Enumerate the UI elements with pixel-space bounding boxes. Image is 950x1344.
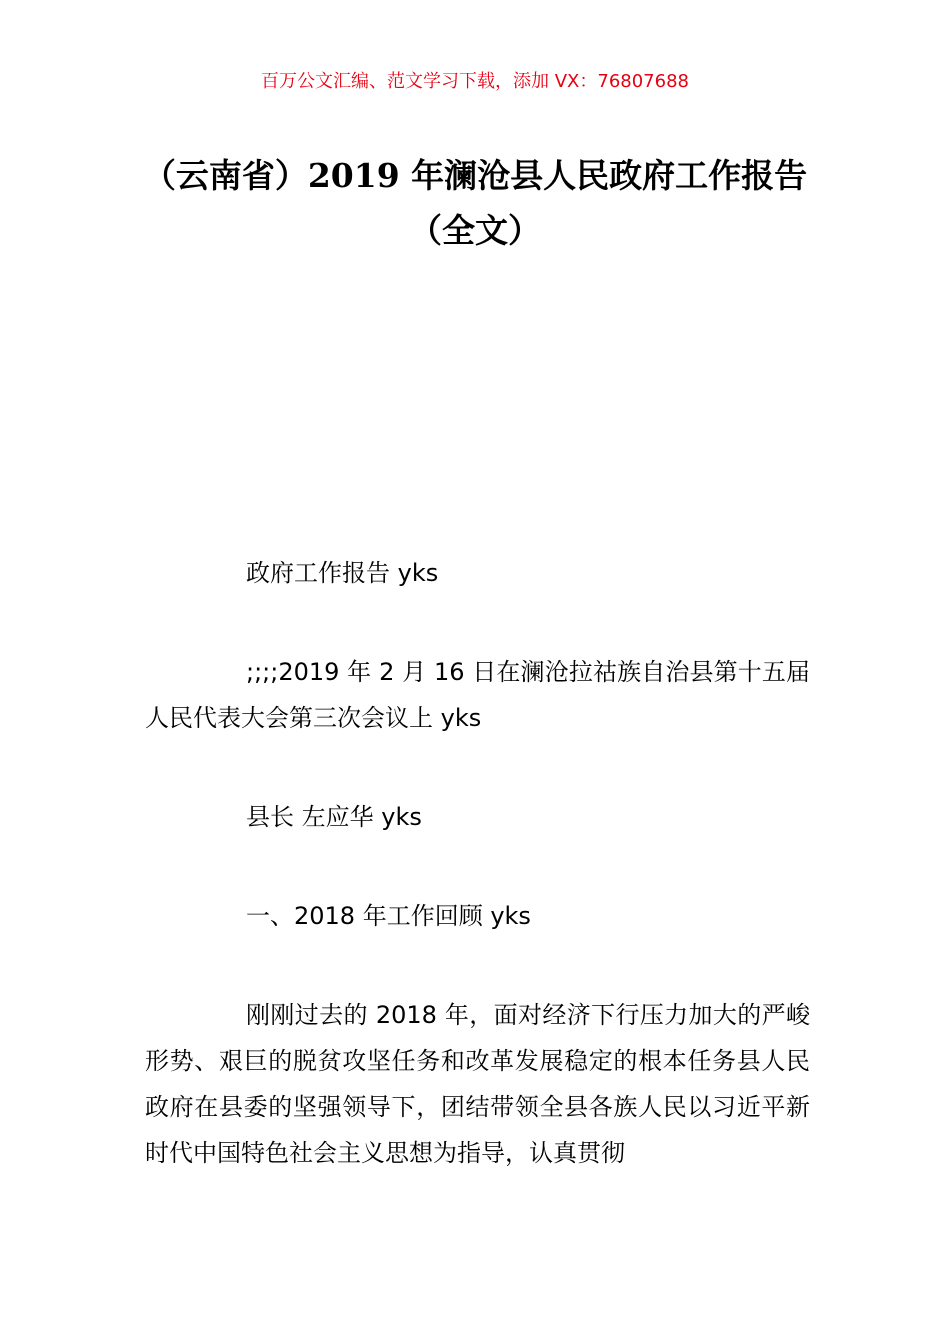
section-heading-review: 一、2018 年工作回顾 yks — [246, 902, 531, 930]
paragraph-meeting-info: ;;;;2019 年 2 月 16 日在澜沧拉祜族自治县第十五届人民代表大会第三次会议上 yks — [145, 658, 810, 732]
paragraph-review-body: 刚刚过去的 2018 年，面对经济下行压力加大的严峻形势、艰巨的脱贫攻坚任务和改革发展稳定的根本任务县人民政府在县委的坚强领导下，团结带领全县各族人民以习近平新时代中国特色社会主义思想为指导，认真贯彻 — [145, 1001, 810, 1167]
document-body — [145, 550, 810, 1176]
document-title: （云南省）2019 年澜沧县人民政府工作报告（全文） — [142, 156, 808, 250]
paragraph-report-label: 政府工作报告 yks — [246, 559, 439, 587]
header-note: 百万公文汇编、范文学习下载，添加 VX：76807688 — [261, 71, 689, 92]
paragraph-speaker: 县长 左应华 yks — [246, 803, 422, 831]
